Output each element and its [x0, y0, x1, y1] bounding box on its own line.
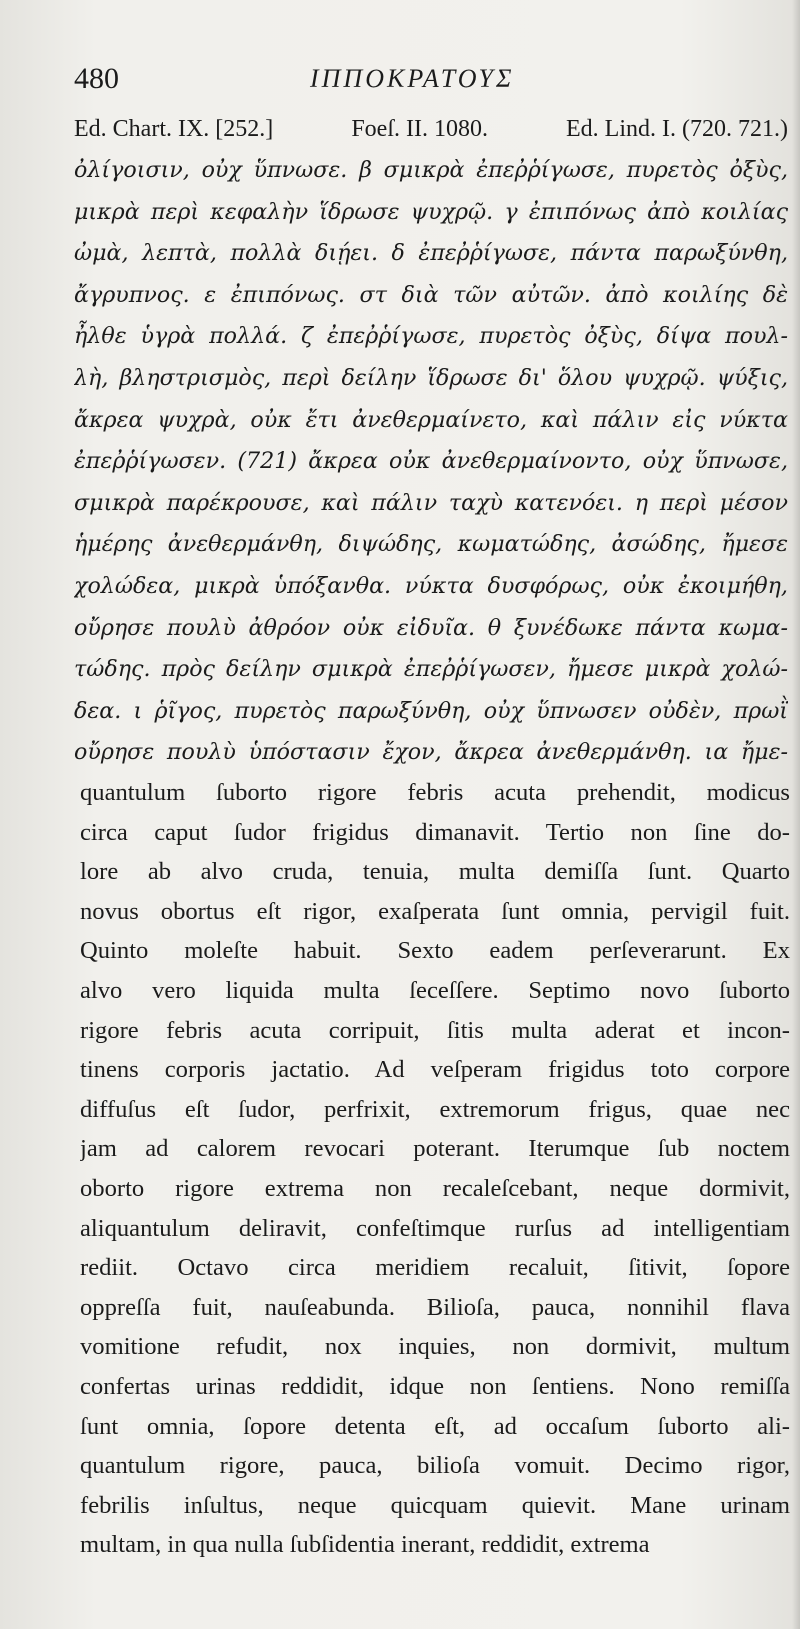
latin-line: Quinto moleſte habuit. Sexto eadem perſeverarunt. Ex — [80, 937, 790, 965]
greek-line: ὠμὰ, λεπτὰ, πολλὰ διῄει. δ ἐπεῤῥίγωσε, πάντα παρωξύνθη, — [74, 240, 788, 267]
latin-line: multam, in qua nulla ſubſidentia inerant, reddidit, extrema — [80, 1531, 650, 1559]
latin-line: quantulum ſuborto rigore febris acuta prehendit, modicus — [80, 779, 790, 806]
latin-line: ſunt omnia, ſopore detenta eſt, ad occaſum ſuborto ali- — [80, 1412, 790, 1440]
latin-line: rediit. Octavo circa meridiem recaluit, ſitivit, ſopore — [80, 1254, 790, 1282]
latin-line: aliquantulum deliravit, confeſtimque rurſus ad intelligentiam — [80, 1214, 790, 1242]
greek-line: ἄγρυπνος. ε ἐπιπόνως. στ διὰ τῶν αὐτῶν. ἀπὸ κοιλίης δὲ — [74, 281, 788, 308]
edition-ref-linden: Ed. Lind. I. (720. 721.) — [566, 116, 788, 142]
edition-ref-chartier: Ed. Chart. IX. [252.] — [74, 116, 274, 142]
latin-line: quantulum rigore, pauca, bilioſa vomuit. Decimo rigor, — [80, 1452, 790, 1480]
latin-line: tinens corporis jactatio. Ad veſperam frigidus toto corpore — [80, 1056, 790, 1084]
latin-line: febrilis inſultus, neque quicquam quievit. Mane urinam — [80, 1491, 790, 1519]
greek-line: μικρὰ περὶ κεφαλὴν ἵδρωσε ψυχρῷ. γ ἐπιπόνως ἀπὸ κοιλίας — [74, 198, 788, 225]
greek-line: ἐπεῤῥίγωσεν. (721) ἄκρεα οὐκ ἀνεθερμαίνοντο, οὐχ ὕπνωσε, — [74, 448, 788, 475]
greek-line: ἦλθε ὑγρὰ πολλά. ζ ἐπεῤῥίγωσε, πυρετὸς ὀξὺς, δίψα πουλ- — [74, 323, 788, 350]
page-number: 480 — [74, 62, 119, 95]
page-header — [74, 62, 770, 102]
latin-line: diffuſus eſt ſudor, perfrixit, extremorum frigus, quae nec — [80, 1095, 790, 1123]
greek-line: λὴ, βληστρισμὸς, περὶ δείλην ἵδρωσε δι' ὅλου ψυχρῷ. ψύξις, — [74, 364, 788, 391]
latin-line: circa caput ſudor frigidus dimanavit. Tertio non ſine do- — [80, 818, 790, 846]
greek-line: οὔρησε πουλὺ ἀθρόον οὐκ εἰδυῖα. θ ξυνέδωκε πάντα κωμα- — [74, 614, 788, 641]
latin-line: jam ad calorem revocari poterant. Iterumque ſub noctem — [80, 1135, 790, 1163]
greek-line: ἄκρεα ψυχρὰ, οὐκ ἔτι ἀνεθερμαίνετο, καὶ πάλιν εἰς νύκτα — [74, 406, 788, 433]
running-head: ΙΠΠΟΚΡΑΤΟΥΣ — [310, 64, 515, 93]
latin-line: novus obortus eſt rigor, exaſperata ſunt omnia, pervigil fuit. — [80, 897, 790, 925]
greek-line: δεα. ι ῥῖγος, πυρετὸς παρωξύνθη, οὐχ ὕπνωσεν οὐδὲν, πρωῒ — [74, 697, 788, 724]
greek-line: χολώδεα, μικρὰ ὑπόξανθα. νύκτα δυσφόρως, οὐκ ἐκοιμήθη, — [74, 572, 788, 599]
greek-line: σμικρὰ παρέκρουσε, καὶ πάλιν ταχὺ κατενόει. η περὶ μέσον — [74, 489, 788, 516]
greek-line: ἡμέρης ἀνεθερμάνθη, διψώδης, κωματώδης, ἀσώδης, ἤμεσε — [74, 531, 788, 558]
latin-line: lore ab alvo cruda, tenuia, multa demiſſa ſunt. Quarto — [80, 858, 790, 886]
latin-line: alvo vero liquida multa ſeceſſere. Septimo novo ſuborto — [80, 976, 790, 1004]
greek-line: οὔρησε πουλὺ ὑπόστασιν ἔχον, ἄκρεα ἀνεθερμάνθη. ια ἤμε- — [74, 739, 788, 766]
greek-line: τώδης. πρὸς δείλην σμικρὰ ἐπεῤῥίγωσεν, ἤμεσε μικρὰ χολώ- — [74, 656, 788, 683]
greek-line: ὀλίγοισιν, οὐχ ὕπνωσε. β σμικρὰ ἐπεῤῥίγωσε, πυρετὸς ὀξὺς, — [74, 157, 788, 183]
greek-text-block — [74, 150, 788, 774]
latin-line: oppreſſa fuit, nauſeabunda. Bilioſa, pauca, nonnihil flava — [80, 1293, 790, 1321]
latin-line: rigore febris acuta corripuit, ſitis multa aderat et incon- — [80, 1016, 790, 1044]
latin-line: confertas urinas reddidit, idque non ſentiens. Nono remiſſa — [80, 1372, 790, 1400]
page-edge-shadow — [792, 0, 800, 1629]
edition-reference-line — [74, 116, 788, 143]
latin-line: vomitione refudit, nox inquies, non dormivit, multum — [80, 1333, 790, 1361]
latin-line: oborto rigore extrema non recaleſcebant, neque dormivit, — [80, 1174, 790, 1202]
edition-ref-foesius: Foeſ. II. 1080. — [351, 116, 488, 142]
latin-text-block — [80, 773, 790, 1565]
